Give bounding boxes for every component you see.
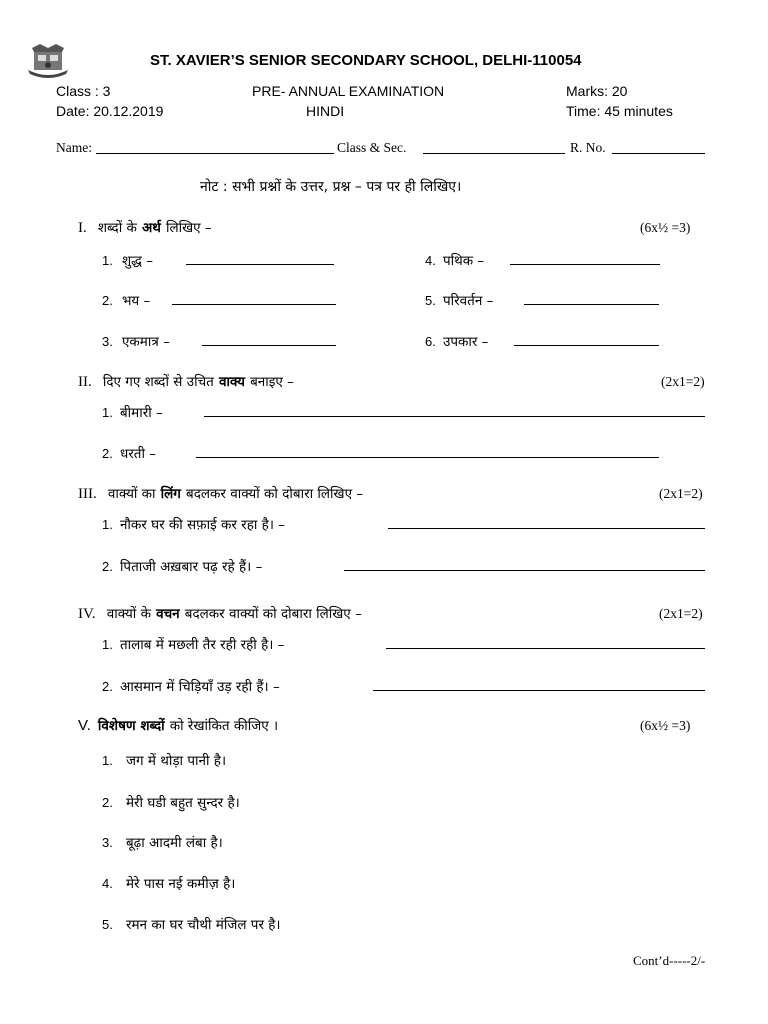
list-item: 1. जग में थोड़ा पानी है। [102, 753, 227, 769]
answer-line[interactable] [202, 345, 336, 346]
section-4-heading [78, 603, 362, 623]
section-3-text-end: बदलकर वाक्यों को दोबारा लिखिए – [186, 486, 364, 502]
section-5-heading [78, 715, 278, 734]
continued-note: Cont’d-----2/- [633, 953, 706, 968]
section-5-marks: (6x½ =3) [640, 718, 691, 733]
section-4-number: IV. [78, 606, 96, 622]
answer-line[interactable] [514, 345, 659, 346]
section-2-text: दिए गए शब्दों से उचित [102, 374, 214, 390]
answer-line[interactable] [386, 648, 705, 649]
answer-line[interactable] [373, 690, 705, 691]
school-logo [26, 40, 70, 80]
list-item: 1. शुद्ध – [102, 253, 153, 269]
section-3-marks: (2x1=2) [659, 486, 703, 501]
section-1-text: शब्दों के [97, 220, 137, 236]
list-item: 6. उपकार – [425, 334, 489, 350]
answer-line[interactable] [344, 570, 705, 571]
section-4-bold: वचन [156, 606, 180, 622]
time-info: Time: 45 minutes [566, 103, 673, 119]
answer-line[interactable] [186, 264, 334, 265]
list-item: 5. रमन का घर चौथी मंजिल पर है। [102, 917, 281, 933]
answer-line[interactable] [388, 528, 705, 529]
section-3-text: वाक्यों का [107, 486, 156, 502]
section-4-text: वाक्यों के [106, 606, 151, 622]
answer-line[interactable] [204, 416, 705, 417]
section-1-number: I. [78, 220, 87, 236]
class-sec-label: Class & Sec. [337, 140, 407, 155]
name-label: Name: [56, 140, 92, 155]
section-1-heading [78, 217, 212, 237]
date-info: Date: 20.12.2019 [56, 103, 164, 119]
section-4-text-end: बदलकर वाक्यों को दोबारा लिखिए – [184, 606, 362, 622]
list-item: 4. मेरे पास नई कमीज़ है। [102, 876, 236, 892]
section-4-marks: (2x1=2) [659, 606, 703, 621]
section-3-heading [78, 483, 363, 503]
name-field[interactable] [96, 153, 334, 154]
list-item: 1. तालाब में मछली तैर रही रही है। – [102, 637, 285, 653]
section-5-text-end: को रेखांकित कीजिए । [169, 718, 279, 734]
list-item: 3. एकमात्र – [102, 334, 170, 350]
list-item: 5. परिवर्तन – [425, 293, 494, 309]
section-3-bold: लिंग [160, 486, 181, 502]
answer-line[interactable] [196, 457, 659, 458]
section-2-marks: (2x1=2) [661, 374, 705, 389]
answer-line[interactable] [172, 304, 336, 305]
section-5-bold: विशेषण शब्दों [97, 718, 165, 734]
list-item: 4. पथिक – [425, 253, 485, 269]
roll-field[interactable] [612, 153, 705, 154]
class-info: Class : 3 [56, 83, 111, 99]
marks-info: Marks: 20 [566, 83, 628, 99]
list-item: 2. भय – [102, 293, 151, 309]
list-item: 1. बीमारी – [102, 405, 163, 421]
section-2-text-end: बनाइए – [250, 374, 294, 390]
section-1-marks: (6x½ =3) [640, 220, 691, 235]
section-5-number: V. [78, 717, 91, 734]
list-item: 1. नौकर घर की सफ़ाई कर रहा है। – [102, 517, 285, 533]
section-2-number: II. [78, 374, 92, 390]
class-sec-field[interactable] [423, 153, 565, 154]
answer-line[interactable] [510, 264, 660, 265]
exam-title: PRE- ANNUAL EXAMINATION [252, 83, 445, 99]
school-title: ST. XAVIER’S SENIOR SECONDARY SCHOOL, DELHI-110054 [150, 52, 582, 69]
list-item: 2. धरती – [102, 446, 156, 462]
section-2-bold: वाक्य [218, 374, 245, 390]
list-item: 3. बूढ़ा आदमी लंबा है। [102, 835, 223, 851]
section-3-number: III. [78, 486, 97, 502]
section-2-heading [78, 371, 294, 391]
list-item: 2. पिताजी अख़बार पढ़ रहे हैं। – [102, 559, 263, 575]
roll-label: R. No. [570, 140, 606, 155]
list-item: 2. मेरी घडी बहुत सुन्दर है। [102, 795, 240, 811]
section-1-text-end: लिखिए – [165, 220, 212, 236]
note: नोट : सभी प्रश्नों के उत्तर, प्रश्न – पत्र पर ही लिखिए। [200, 179, 462, 195]
answer-line[interactable] [524, 304, 659, 305]
list-item: 2. आसमान में चिड़ियाँ उड़ रही हैं। – [102, 679, 280, 695]
section-1-bold: अर्थ [141, 220, 161, 236]
subject-info: HINDI [306, 103, 345, 119]
